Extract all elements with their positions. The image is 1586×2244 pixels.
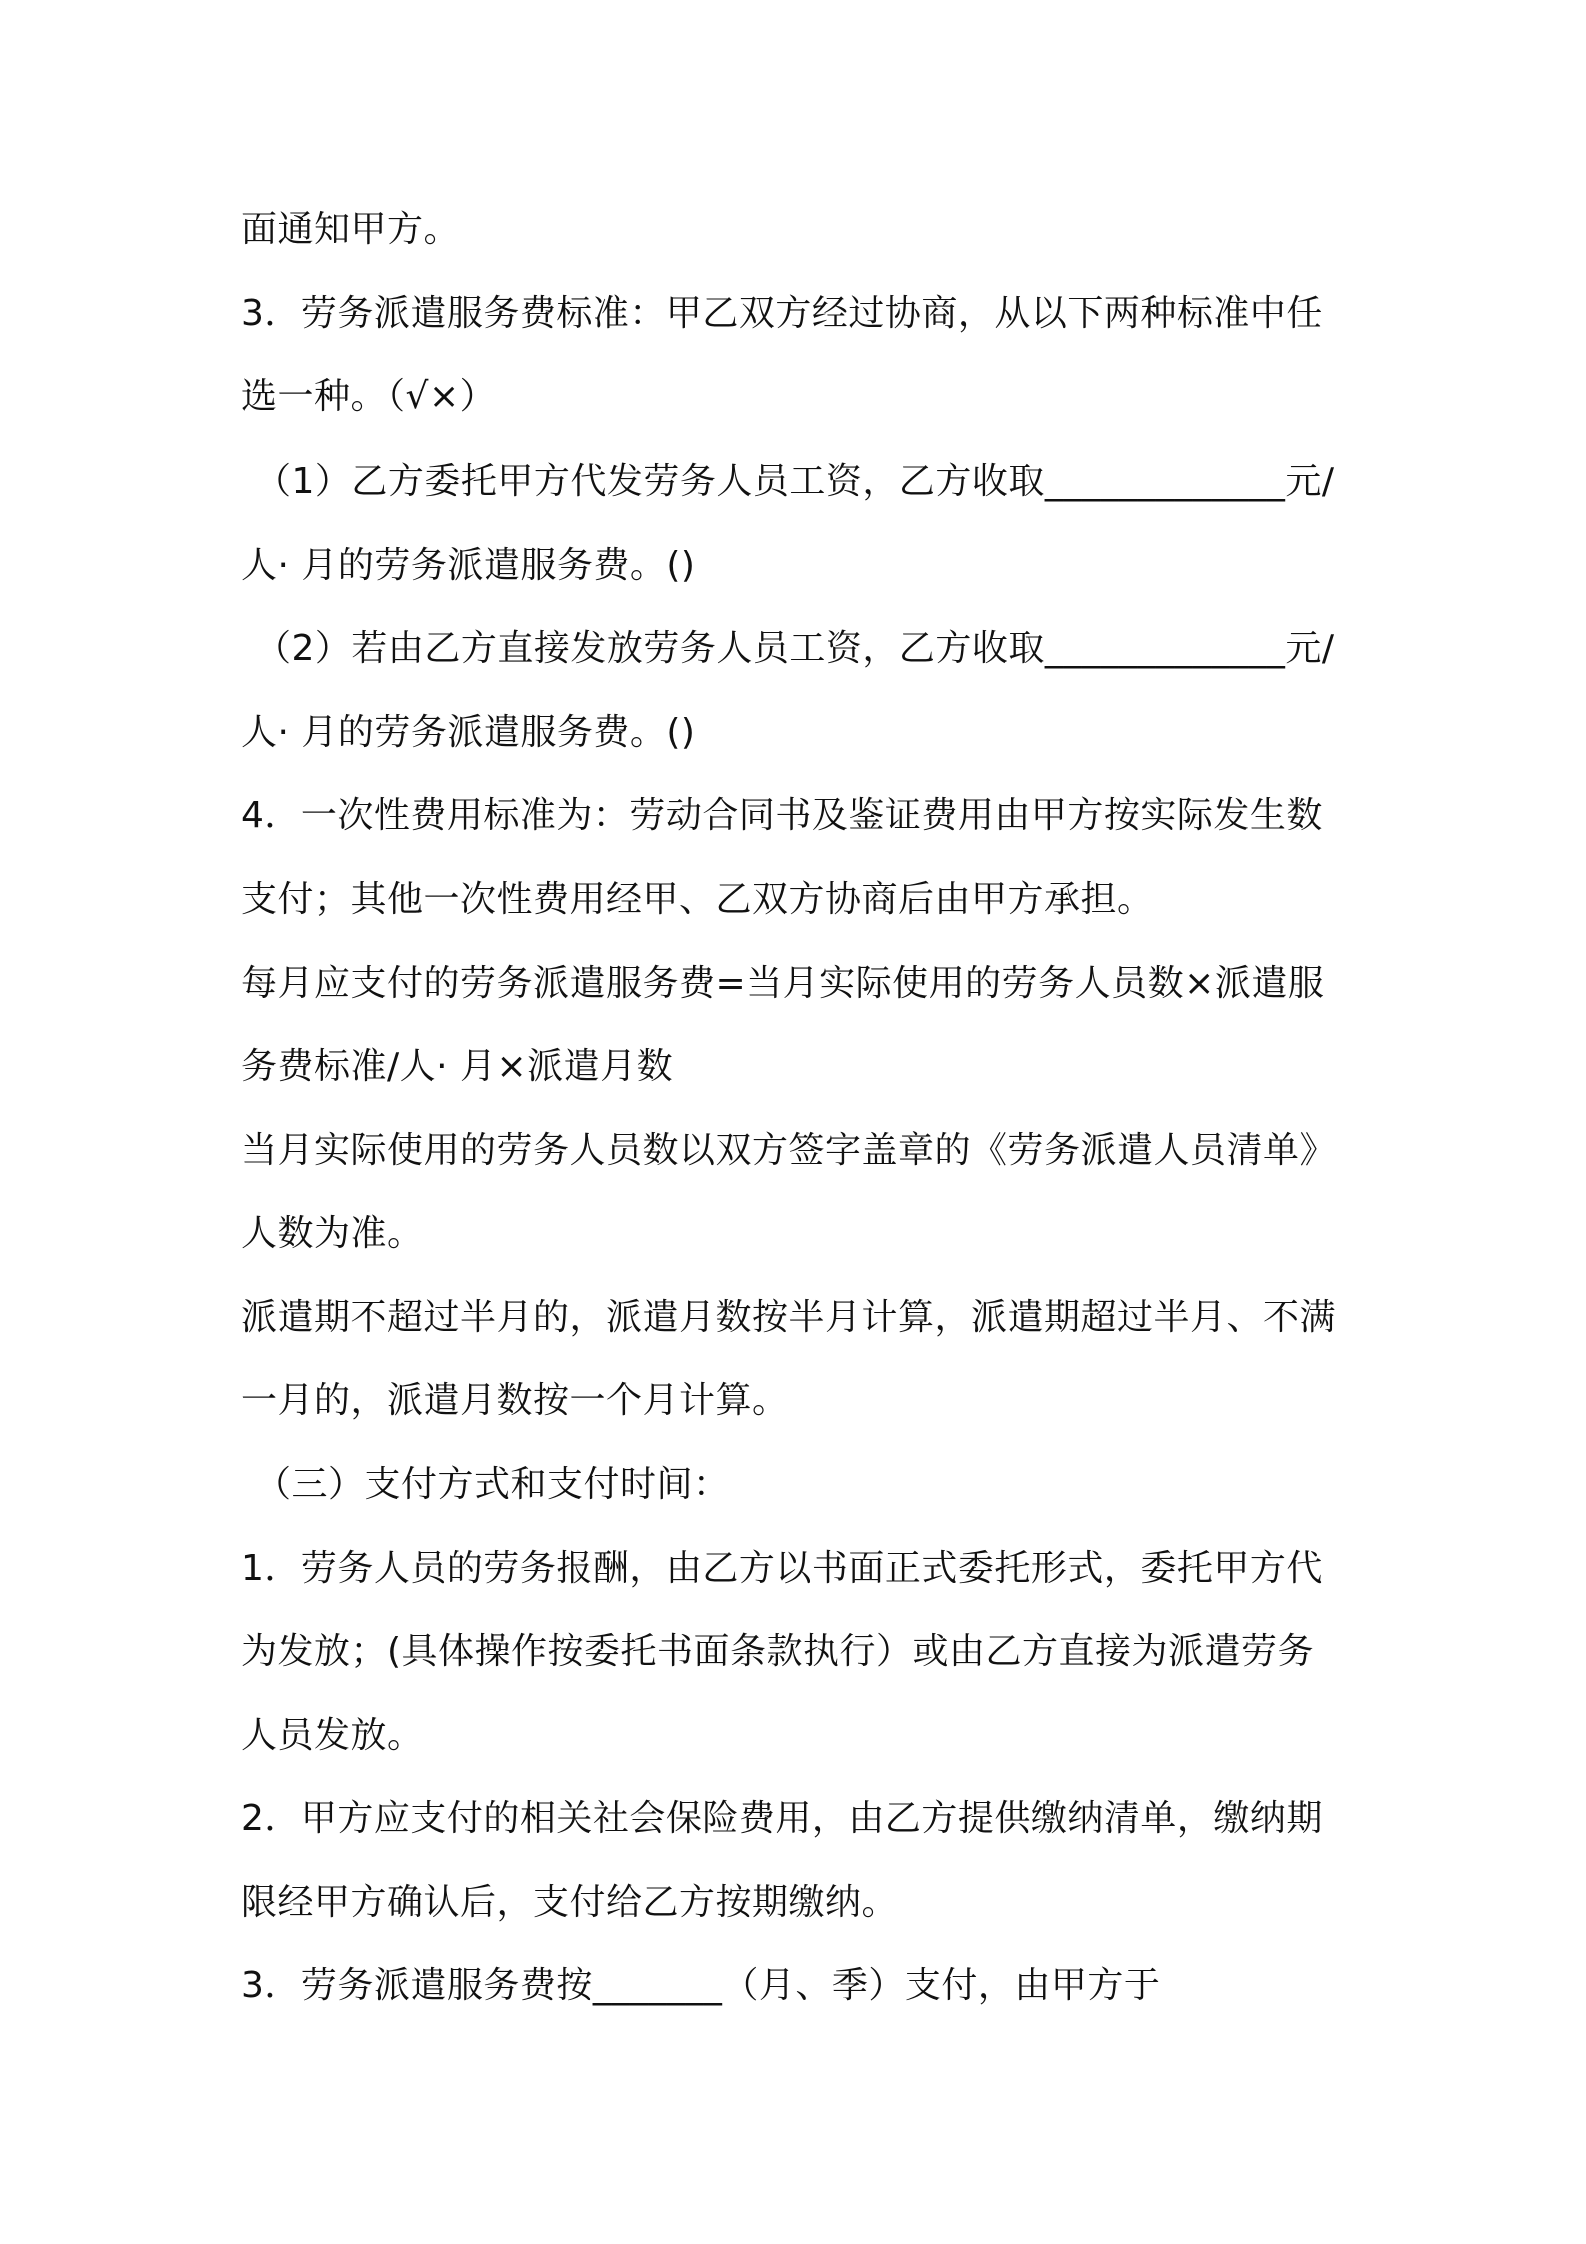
text-line: 一月的，派遣月数按一个月计算。 — [241, 1380, 789, 1421]
text-line: 选一种。（√×） — [241, 376, 497, 417]
text-line: （2）若由乙方直接发放劳务人员工资，乙方收取_____________元/ — [255, 628, 1335, 669]
text-line: 每月应支付的劳务派遣服务费=当月实际使用的劳务人员数×派遣服 — [241, 963, 1325, 1004]
text-line: 面通知甲方。 — [241, 209, 461, 250]
text-line: 务费标准/人· 月×派遣月数 — [241, 1046, 674, 1087]
text-line: 3．劳务派遣服务费标准：甲乙双方经过协商，从以下两种标准中任 — [241, 293, 1323, 334]
text-line: 人· 月的劳务派遣服务费。() — [241, 545, 696, 586]
text-line: 3．劳务派遣服务费按_______（月、季）支付，由甲方于 — [241, 1965, 1161, 2006]
text-line: 人· 月的劳务派遣服务费。() — [241, 712, 696, 753]
text-line: 当月实际使用的劳务人员数以双方签字盖章的《劳务派遣人员清单》 — [241, 1130, 1337, 1171]
text-line: 人数为准。 — [241, 1213, 424, 1254]
text-line: 4．一次性费用标准为：劳动合同书及鉴证费用由甲方按实际发生数 — [241, 795, 1323, 836]
text-line: 限经甲方确认后，支付给乙方按期缴纳。 — [241, 1882, 899, 1923]
text-line: 支付；其他一次性费用经甲、乙双方协商后由甲方承担。 — [241, 879, 1154, 920]
text-line: 1．劳务人员的劳务报酬，由乙方以书面正式委托形式，委托甲方代 — [241, 1548, 1323, 1589]
text-line: 为发放；(具体操作按委托书面条款执行）或由乙方直接为派遣劳务 — [241, 1631, 1315, 1672]
text-line: 人员发放。 — [241, 1715, 424, 1756]
text-line: （1）乙方委托甲方代发劳务人员工资，乙方收取_____________元/ — [255, 461, 1335, 502]
section-heading: （三）支付方式和支付时间： — [255, 1464, 730, 1505]
text-line: 派遣期不超过半月的，派遣月数按半月计算，派遣期超过半月、不满 — [241, 1297, 1337, 1338]
text-line: 2．甲方应支付的相关社会保险费用，由乙方提供缴纳清单，缴纳期 — [241, 1798, 1323, 1839]
